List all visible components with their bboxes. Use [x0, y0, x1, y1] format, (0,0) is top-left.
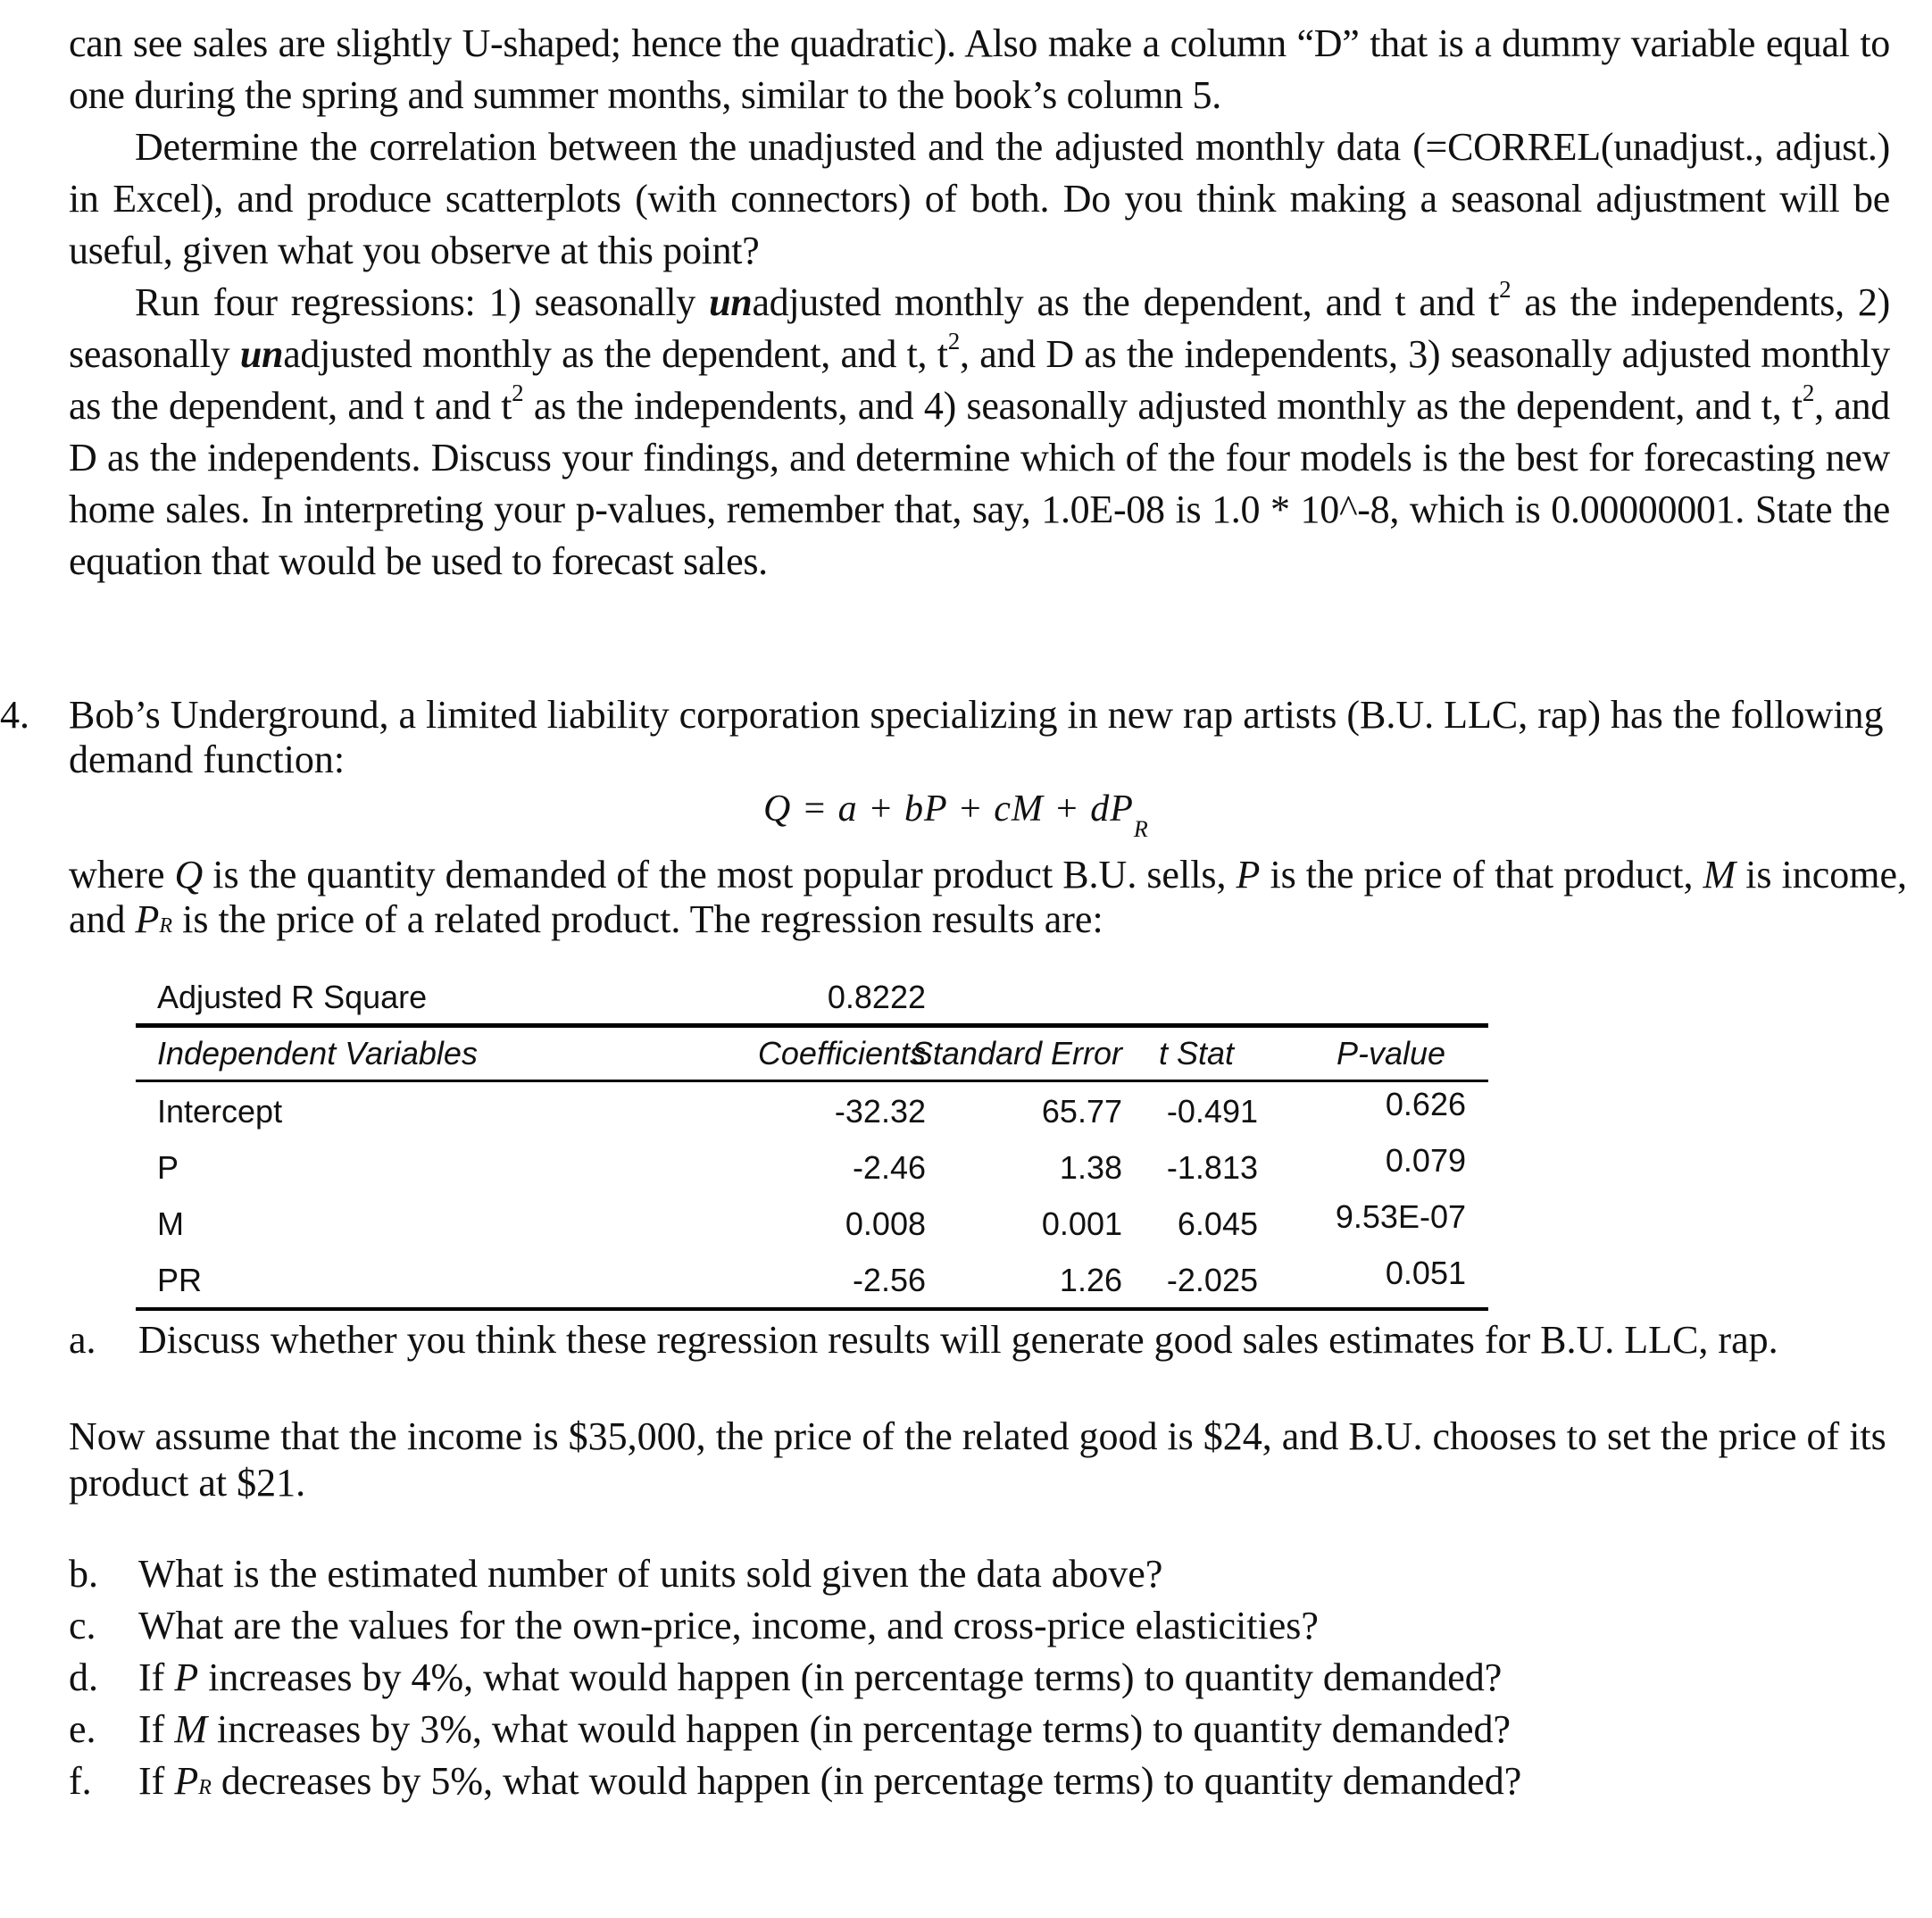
cell-standard-error: 65.77 — [1041, 1093, 1122, 1130]
adjusted-r-square-label: Adjusted R Square — [157, 979, 428, 1015]
cell-variable: PR — [157, 1262, 203, 1298]
item-text: What are the values for the own-price, income, and cross-price elasticities? — [138, 1604, 1319, 1647]
cell-t-stat: -2.025 — [1166, 1262, 1258, 1298]
intro-paragraph-3 — [69, 277, 1890, 588]
item-label: d. — [69, 1655, 98, 1699]
text-fragment: adjusted monthly as the dependent, and t, t — [283, 332, 948, 376]
item-label: c. — [69, 1604, 96, 1647]
item-text — [138, 1707, 1926, 1752]
text-fragment: , and D as the independents. Discuss your findings, and determine which of the four models is the best for forecasting new home sales. In interpreting your p-values, remember that, say, 1.0E-08 is 1.0 * 10^-8, which is 0.00000001. State the equation that would be used to forecast sales. — [69, 384, 1890, 583]
equation-subscript: R — [1133, 816, 1149, 842]
cell-p-value: 0.626 — [1385, 1086, 1466, 1122]
table-row — [136, 1138, 1488, 1195]
var-pr: P — [135, 897, 160, 941]
text-fragment: is the price of that product, — [1260, 853, 1703, 896]
item-text: Discuss whether you think these regression results will generate good sales estimates for B.U. LLC, rap. — [138, 1318, 1778, 1362]
cell-variable: Intercept — [157, 1093, 283, 1130]
text-fragment: where — [69, 853, 175, 896]
item-label: f. — [69, 1759, 92, 1803]
cell-coefficient: -2.46 — [852, 1149, 926, 1186]
intro-paragraph-1 — [69, 18, 1890, 121]
question-item-c — [69, 1604, 1926, 1648]
cell-coefficient: -32.32 — [834, 1093, 926, 1130]
item-label: e. — [69, 1707, 96, 1751]
adjusted-r-square-row — [136, 973, 1488, 1023]
cell-t-stat: -0.491 — [1166, 1093, 1258, 1130]
text-fragment: increases by 3%, what would happen (in percentage terms) to quantity demanded? — [206, 1707, 1511, 1751]
header-t-stat: t Stat — [1158, 1035, 1234, 1072]
intro-paragraph-1-text: can see sales are slightly U-shaped; hence the quadratic). Also make a column “D” that is a dummy variable equal to one during the spring and summer months, similar to the book’s column 5. — [69, 21, 1890, 117]
var-p: P — [174, 1655, 199, 1699]
var-q: Q — [174, 853, 204, 896]
table-row — [136, 1195, 1488, 1251]
text-fragment: adjusted monthly as the dependent, and t and t — [752, 280, 1500, 324]
var-p: P — [1236, 853, 1261, 896]
assumption-paragraph: Now assume that the income is $35,000, the price of the related good is $24, and B.U. chooses to set the price of its product at $21. — [69, 1414, 1886, 1505]
text-fragment: Run four regressions: 1) seasonally — [135, 280, 710, 324]
table-row — [136, 1251, 1488, 1307]
cell-standard-error: 0.001 — [1041, 1205, 1122, 1242]
cell-p-value: 9.53E-07 — [1335, 1198, 1466, 1235]
text-fragment: as the independents, and 4) seasonally adjusted monthly as the dependent, and t, t — [523, 384, 1803, 428]
text-fragment: , and D as the independents, 3) seasonally adjusted monthly as the dependent, and t and t — [69, 332, 1891, 428]
cell-coefficient: 0.008 — [845, 1205, 926, 1242]
superscript-2: 2 — [512, 379, 524, 406]
item-label: b. — [69, 1552, 98, 1596]
item-label: a. — [69, 1318, 96, 1362]
table-bottom-rule — [136, 1307, 1488, 1311]
intro-paragraph-2 — [69, 121, 1890, 277]
text-fragment: is the quantity demanded of the most popular product B.U. sells, — [203, 853, 1237, 896]
cell-t-stat: -1.813 — [1166, 1149, 1258, 1186]
cell-standard-error: 1.38 — [1059, 1149, 1122, 1186]
text-fragment: If — [138, 1707, 175, 1751]
var-m: M — [1703, 853, 1736, 896]
header-standard-error: Standard Error — [911, 1035, 1122, 1072]
equation-text: Q = a + bP + cM + dP — [763, 788, 1134, 830]
cell-p-value: 0.079 — [1385, 1142, 1466, 1179]
text-fragment: If — [138, 1655, 175, 1699]
text-fragment: increases by 4%, what would happen (in percentage terms) to quantity demanded? — [198, 1655, 1503, 1699]
question-item-e — [69, 1707, 1926, 1752]
question-item-d — [69, 1655, 1926, 1700]
item-text: What is the estimated number of units sold given the data above? — [138, 1552, 1163, 1596]
intro-paragraph-2-text: Determine the correlation between the unadjusted and the adjusted monthly data (=CORREL(unadjust., adjust.) in Excel), and produce scatterplots (with connectors) of both. Do you think making a seasonal adjustment will be useful, given what you observe at this point? — [69, 125, 1890, 272]
text-fragment: is the price of a related product. The regression results are: — [172, 897, 1103, 941]
superscript-2: 2 — [947, 328, 960, 354]
var-m: M — [174, 1707, 207, 1751]
emphasis-un: un — [239, 332, 284, 376]
demand-equation — [763, 788, 1149, 843]
text-fragment: decreases by 5%, what would happen (in percentage terms) to quantity demanded? — [211, 1759, 1522, 1803]
regression-table — [136, 973, 1488, 1311]
cell-coefficient: -2.56 — [852, 1262, 926, 1298]
question-4-intro: Bob’s Underground, a limited liability corporation specializing in new rap artists (B.U. LLC, rap) has the following demand function: — [69, 693, 1884, 781]
text-fragment: If — [138, 1759, 175, 1803]
question-4 — [0, 693, 1893, 782]
cell-variable: P — [157, 1149, 179, 1186]
adjusted-r-square-value: 0.8222 — [827, 979, 926, 1015]
text-fragment: is income, and — [69, 853, 1908, 941]
item-text — [138, 1655, 1926, 1700]
var-pr-subscript: R — [159, 914, 173, 938]
header-p-value: P-value — [1336, 1035, 1445, 1072]
var-pr-subscript: R — [198, 1776, 212, 1799]
cell-standard-error: 1.26 — [1059, 1262, 1122, 1298]
table-header-row — [136, 1028, 1488, 1080]
cell-p-value: 0.051 — [1385, 1255, 1466, 1291]
text-fragment: as the independents, 2) seasonally — [69, 280, 1890, 376]
superscript-2: 2 — [1499, 276, 1511, 303]
question-item-f — [69, 1759, 1926, 1810]
question-item-b — [69, 1552, 1926, 1597]
header-coefficients: Coefficients — [757, 1035, 926, 1072]
variable-definitions — [69, 853, 1908, 948]
emphasis-un: un — [709, 280, 753, 324]
item-text — [138, 1759, 1926, 1810]
cell-t-stat: 6.045 — [1177, 1205, 1258, 1242]
superscript-2: 2 — [1802, 379, 1815, 406]
var-pr: P — [174, 1759, 199, 1803]
table-row — [136, 1082, 1488, 1138]
cell-variable: M — [157, 1205, 184, 1242]
question-item-a — [69, 1318, 1926, 1363]
header-independent-variables: Independent Variables — [157, 1035, 478, 1072]
question-number: 4. — [0, 693, 29, 737]
